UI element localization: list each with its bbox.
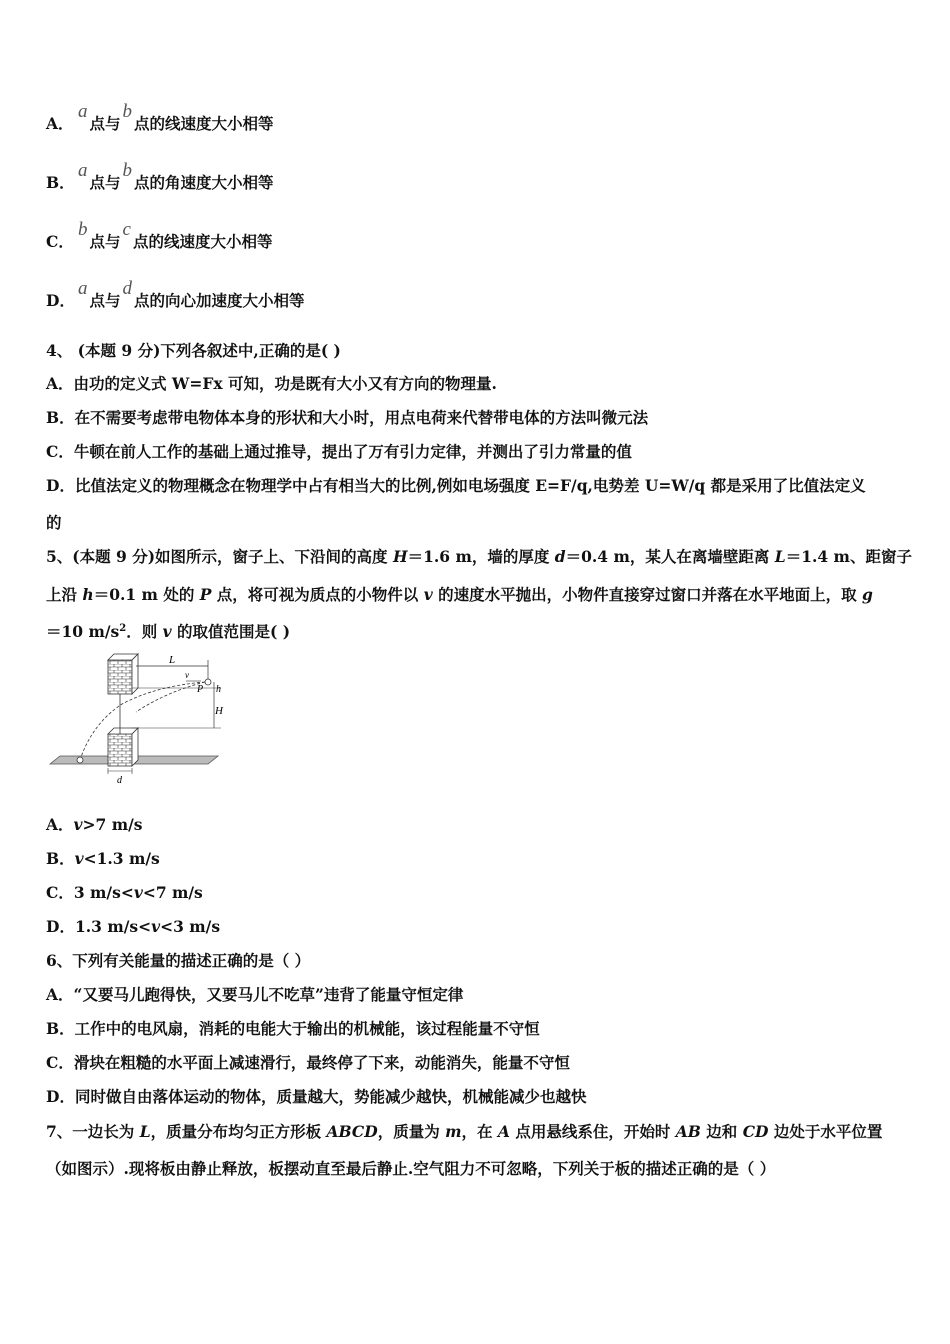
label-P: P bbox=[197, 684, 204, 695]
ball-landing bbox=[77, 757, 83, 763]
label-v: v bbox=[185, 670, 189, 680]
label-d: d bbox=[117, 775, 122, 786]
q3-option-a: A．a点与b点的线速度大小相等 bbox=[46, 101, 274, 133]
trajectory-lower bbox=[136, 682, 205, 712]
q6-option-c: C．滑块在粗糙的水平面上减速滑行，最终停了下来，动能消失，能量不守恒 bbox=[46, 1053, 570, 1072]
q6-option-b: B．工作中的电风扇，消耗的电能大于输出的机械能，该过程能量不守恒 bbox=[46, 1019, 540, 1038]
q4-option-d-cont: 的 bbox=[46, 513, 62, 532]
label-h: h bbox=[216, 684, 221, 695]
q4-stem: 4、 (本题 9 分)下列各叙述中,正确的是( ) bbox=[46, 341, 341, 360]
label-H: H bbox=[215, 705, 223, 717]
q6-option-a: A．“又要马儿跑得快，又要马儿不吃草”违背了能量守恒定律 bbox=[46, 985, 464, 1004]
q5-option-b: B．v<1.3 m/s bbox=[46, 849, 160, 868]
q4-option-b: B．在不需要考虑带电物体本身的形状和大小时，用点电荷来代替带电体的方法叫微元法 bbox=[46, 408, 649, 427]
q3-option-b: B．a点与b点的角速度大小相等 bbox=[46, 160, 274, 192]
lower-wall-side bbox=[132, 728, 138, 766]
q3-option-c: C．b点与c点的线速度大小相等 bbox=[46, 219, 273, 251]
label-L: L bbox=[169, 654, 176, 666]
q5-option-c: C．3 m/s<v<7 m/s bbox=[46, 883, 203, 902]
q6-stem: 6、下列有关能量的描述正确的是（ ） bbox=[46, 951, 311, 970]
upper-wall bbox=[108, 660, 132, 694]
q5-stem-line3: ＝10 $m/s^2$．则 v 的取值范围是( ) bbox=[46, 622, 291, 641]
q6-option-d: D．同时做自由落体运动的物体，质量越大，势能减少越快，机械能减少也越快 bbox=[46, 1087, 587, 1106]
q5-window-diagram bbox=[46, 652, 221, 784]
q7-stem-line1: 7、一边长为 L，质量分布均匀正方形板 ABCD，质量为 m，在 A 点用悬线系住，开始时 AB 边和 CD 边处于水平位置 bbox=[46, 1122, 883, 1141]
q5-stem-line1: 5、(本题 9 分)如图所示，窗子上、下沿间的高度 H＝1.6 m，墙的厚度 d＝0.4 m，某人在离墙壁距离 L＝1.4 m、距窗子 bbox=[46, 547, 912, 566]
q3-option-d: D．a点与d点的向心加速度大小相等 bbox=[46, 278, 305, 310]
ball-start bbox=[205, 679, 211, 685]
lower-wall bbox=[108, 734, 132, 766]
q5-option-a: A．v>7 m/s bbox=[46, 815, 143, 834]
q4-option-a: A．由功的定义式 W=Fx 可知，功是既有大小又有方向的物理量. bbox=[46, 374, 497, 393]
q5-stem-line2: 上沿 h＝0.1 m 处的 P 点，将可视为质点的小物件以 v 的速度水平抛出，小物件直接穿过窗口并落在水平地面上，取 g bbox=[46, 585, 873, 604]
q7-stem-line2: （如图示）.现将板由静止释放，板摆动直至最后静止.空气阻力不可忽略，下列关于板的描述正确的是（ ） bbox=[46, 1159, 776, 1178]
q4-option-d: D．比值法定义的物理概念在物理学中占有相当大的比例,例如电场强度 E=F/q,电势差 U=W/q 都是采用了比值法定义 bbox=[46, 476, 866, 495]
q5-option-d: D．1.3 m/s<v<3 m/s bbox=[46, 917, 221, 936]
trajectory-upper bbox=[80, 682, 205, 760]
q4-option-c: C．牛顿在前人工作的基础上通过推导，提出了万有引力定律，并测出了引力常量的值 bbox=[46, 442, 632, 461]
